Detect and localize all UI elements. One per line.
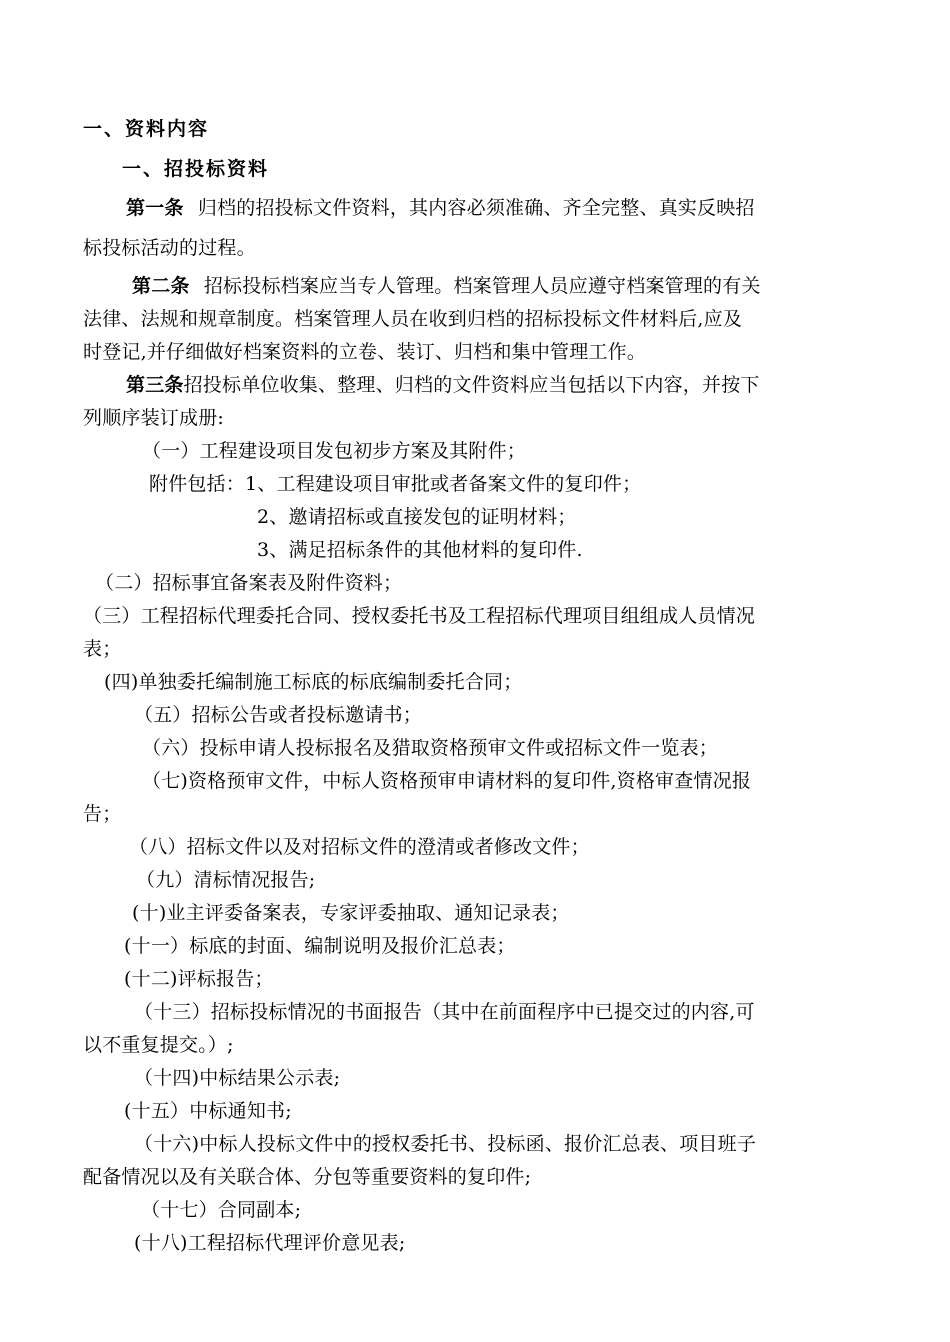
item-8: （八）招标文件以及对招标文件的澄清或者修改文件； [129, 836, 590, 858]
article-2-line-1 [132, 274, 761, 298]
item-15: (十五）中标通知书; [124, 1100, 292, 1122]
attachment-2: 2、邀请招标或直接发包的证明材料； [257, 506, 577, 528]
item-16-line-1: （十六)中标人投标文件中的授权委托书、投标函、报价汇总表、项目班子 [134, 1133, 757, 1155]
attachment-1: 附件包括：1、工程建设项目审批或者备案文件的复印件； [149, 473, 642, 495]
section-heading: 一、资料内容 [83, 118, 210, 140]
item-2: （二）招标事宜备案表及附件资料； [95, 572, 403, 594]
item-11: (十一）标底的封面、编制说明及报价汇总表； [124, 935, 516, 957]
article-1-text: 归档的招投标文件资料，其内容必须准确、齐全完整、真实反映招 [197, 197, 755, 219]
article-1-line-1 [126, 196, 755, 220]
item-7-line-2: 告； [83, 803, 122, 825]
item-9: （九）清标情况报告; [136, 869, 316, 891]
item-16-line-2: 配备情况以及有关联合体、分包等重要资料的复印件; [83, 1166, 532, 1188]
article-2-text: 招标投标档案应当专人管理。档案管理人员应遵守档案管理的有关 [203, 275, 761, 297]
attachment-3: 3、满足招标条件的其他材料的复印件. [257, 539, 583, 561]
item-18: (十八)工程招标代理评价意见表; [134, 1232, 406, 1254]
article-2-line-3: 时登记,并仔细做好档案资料的立卷、装订、归档和集中管理工作。 [83, 341, 647, 363]
item-10: (十)业主评委备案表，专家评委抽取、通知记录表； [132, 902, 570, 924]
item-4: (四)单独委托编制施工标底的标底编制委托合同； [104, 671, 523, 693]
article-2-line-2: 法律、法规和规章制度。档案管理人员在收到归档的招标投标文件材料后,应及 [83, 308, 743, 330]
article-3-label: 第三条 [126, 374, 184, 396]
article-3-line-1 [126, 373, 760, 397]
article-1-label: 第一条 [126, 197, 184, 219]
article-1-line-2: 标投标活动的过程。 [83, 237, 256, 259]
item-5: （五）招标公告或者投标邀请书； [134, 704, 423, 726]
article-3-line-2: 列顺序装订成册: [83, 407, 225, 429]
item-1: （一）工程建设项目发包初步方案及其附件； [142, 440, 527, 462]
item-13-line-2: 以不重复提交。）; [83, 1034, 234, 1056]
item-12: (十二)评标报告； [124, 968, 274, 990]
item-3-line-2: 表； [83, 638, 122, 660]
item-13-line-1: （十三）招标投标情况的书面报告（其中在前面程序中已提交过的内容,可 [134, 1001, 755, 1023]
item-17: （十七）合同副本; [141, 1199, 302, 1221]
subsection-heading: 一、招投标资料 [122, 158, 270, 180]
item-7-line-1: （七)资格预审文件，中标人资格预审申请材料的复印件,资格审查情况报 [142, 770, 752, 792]
item-14: （十四)中标结果公示表; [134, 1067, 341, 1089]
item-6: （六）投标申请人投标报名及猎取资格预审文件或招标文件一览表； [142, 737, 719, 759]
article-3-text: 招投标单位收集、整理、归档的文件资料应当包括以下内容，并按下 [183, 374, 760, 396]
item-3-line-1: （三）工程招标代理委托合同、授权委托书及工程招标代理项目组组成人员情况 [83, 605, 756, 627]
article-2-label: 第二条 [132, 275, 190, 297]
